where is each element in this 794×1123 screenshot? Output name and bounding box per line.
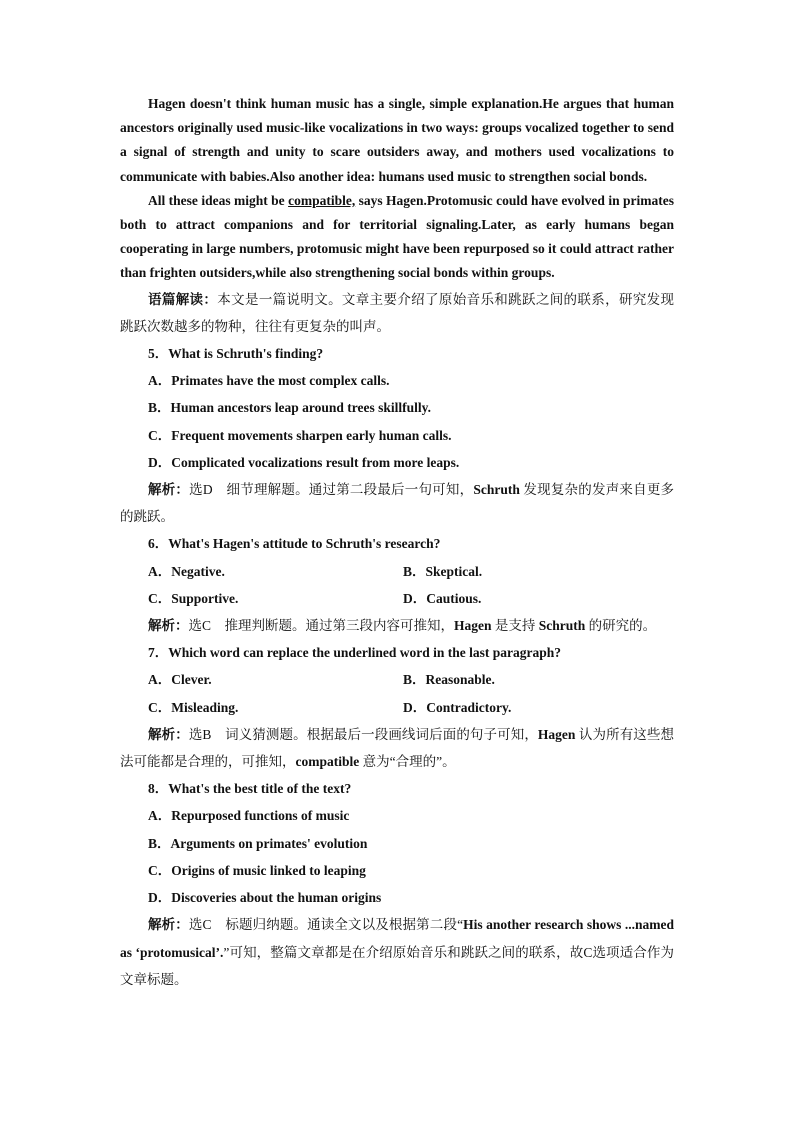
answer-pick: 选C: [188, 917, 226, 933]
option: A．Negative.: [148, 563, 225, 579]
answer-english: Schruth: [538, 618, 586, 634]
option: D．Complicated vocalizations result from more leaps.: [148, 454, 460, 470]
answer-explanation: [120, 476, 674, 530]
analysis-label: 语篇解读：: [148, 291, 218, 307]
option: C．Frequent movements sharpen early human calls.: [148, 427, 452, 443]
answer-text: 是支持: [491, 618, 539, 634]
option: C．Supportive.: [148, 590, 239, 606]
question-stem: 5．What is Schruth's finding?: [148, 346, 324, 362]
answer-text: 发现复杂的发声来自更多的跳跃。: [120, 482, 675, 525]
answer-text: ”可知，整篇文章都是在介绍原始音乐和跳跃之间的联系，故C选项适合作为文章标题。: [120, 944, 674, 987]
answer-english: compatible: [295, 754, 360, 770]
answer-pick: 选B: [188, 726, 226, 742]
option: A．Repurposed functions of music: [148, 808, 350, 824]
passage-analysis: [120, 286, 674, 340]
answer-pick: 选C: [188, 618, 225, 634]
underlined-word: compatible,: [288, 192, 356, 208]
option: D．Contradictory.: [403, 699, 512, 715]
option: A．Clever.: [148, 672, 212, 688]
answer-english: Hagen: [537, 726, 576, 742]
option: C．Origins of music linked to leaping: [148, 862, 366, 878]
passage-paragraph-1: Hagen doesn't think human music has a single, simple explanation.He argues that human ancestors originally used music-like vocalizations in two ways: groups vocalized together to send a signal of strength and unity to scare outsiders away, and mothers used vocalizations to communicate with babies.Also another idea: humans used music to strengthen social bonds.: [120, 96, 674, 184]
option: C．Misleading.: [148, 699, 239, 715]
analysis-text: 本文是一篇说明文。文章主要介绍了原始音乐和跳跃之间的联系，研究发现跳跃次数越多的物种，往往有更复杂的叫声。: [120, 291, 675, 334]
option: B．Reasonable.: [403, 672, 495, 688]
question-stem: 6．What's Hagen's attitude to Schruth's research?: [148, 536, 441, 552]
answer-label: 解析：: [148, 482, 190, 498]
option: D．Discoveries about the human origins: [148, 890, 382, 906]
option-row: [120, 585, 674, 612]
answer-text: 推理判断题。通过第三段内容可推知，: [224, 618, 455, 634]
answer-pick: 选D: [189, 482, 227, 498]
answer-text: 认为所有这些想法可能都是合理的，可推知，: [120, 726, 675, 770]
answer-explanation: [120, 911, 674, 993]
option: B．Arguments on primates' evolution: [148, 835, 368, 851]
answer-text: 词义猜测题。根据最后一段画线词后面的句子可知，: [225, 726, 538, 742]
answer-english: Hagen: [454, 618, 492, 634]
answer-label: 解析：: [148, 726, 189, 742]
answer-explanation: [120, 612, 674, 639]
p2-text-a: All these ideas might be: [148, 192, 289, 208]
answer-label: 解析：: [148, 917, 189, 933]
p2-text-b: says Hagen.Protomusic could have evolved in primates both to attract companions and for territorial signaling.Later, as early humans began cooperating in large numbers, protomusic might have been repurposed so it could attract rather than frighten outsiders,while also strengthening social bonds within groups.: [120, 192, 675, 281]
answer-text: 细节理解题。通过第二段最后一句可知，: [226, 482, 474, 498]
answer-explanation: [120, 721, 674, 775]
answer-english: Schruth: [473, 482, 520, 498]
option: B．Skeptical.: [403, 563, 483, 579]
answer-text: 意为“合理的”。: [359, 754, 456, 770]
passage-paragraph-2: [120, 189, 674, 286]
option-row: [120, 694, 674, 721]
answer-text: 的研究的。: [585, 618, 657, 634]
document-page: [120, 92, 674, 993]
option: A．Primates have the most complex calls.: [148, 373, 390, 389]
option: D．Cautious.: [403, 590, 482, 606]
question-stem: 7．Which word can replace the underlined word in the last paragraph?: [148, 645, 562, 661]
answer-label: 解析：: [148, 618, 189, 634]
option: B．Human ancestors leap around trees skillfully.: [148, 400, 432, 416]
question-stem: 8．What's the best title of the text?: [148, 781, 352, 797]
answer-english: His another research shows ...named as ‘protomusical’.: [120, 917, 674, 960]
option-row: [120, 666, 674, 693]
option-row: [120, 558, 674, 585]
answer-text: 标题归纳题。通读全文以及根据第二段“: [225, 917, 464, 933]
